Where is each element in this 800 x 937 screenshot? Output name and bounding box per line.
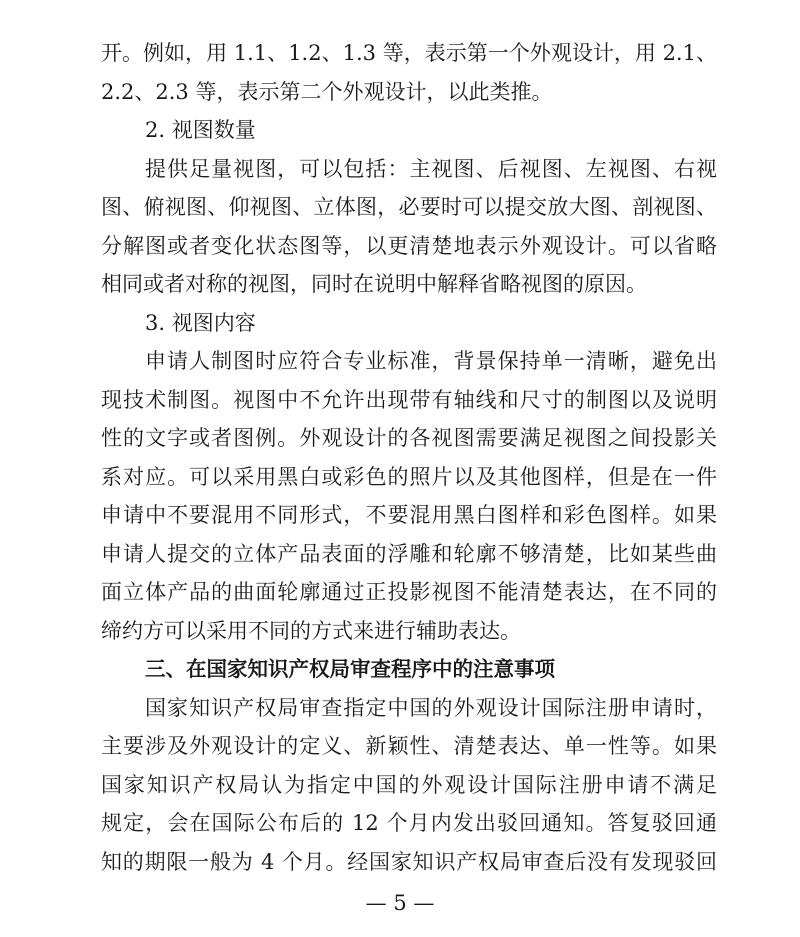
paragraph-line: 缔约方可以采用不同的方式来进行辅助表达。 (101, 618, 521, 643)
paragraph-line: 相同或者对称的视图，同时在说明中解释省略视图的原因。 (101, 272, 647, 296)
paragraph-line: 图、俯视图、仰视图、立体图，必要时可以提交放大图、剖视图、 (101, 195, 717, 219)
paragraph-line: 申请人提交的立体产品表面的浮雕和轮廓不够清楚，比如某些曲 (101, 541, 717, 566)
section-heading: 2. 视图数量 (145, 118, 256, 142)
paragraph-line: 2.2、2.3 等，表示第二个外观设计，以此类推。 (101, 79, 553, 104)
page-number: — 5 — (365, 891, 435, 915)
paragraph-line: 分解图或者变化状态图等，以更清楚地表示外观设计。可以省略 (101, 233, 717, 258)
paragraph-line: 知的期限一般为 4 个月。经国家知识产权局审查后没有发现驳回 (101, 849, 717, 874)
paragraph-line: 国家知识产权局审查指定中国的外观设计国际注册申请时， (145, 695, 717, 720)
chapter-heading: 三、在国家知识产权局审查程序中的注意事项 (145, 657, 555, 681)
paragraph-line: 申请人制图时应符合专业标准，背景保持单一清晰，避免出 (145, 349, 717, 373)
paragraph-line: 主要涉及外观设计的定义、新颖性、清楚表达、单一性等。如果 (101, 734, 717, 758)
paragraph-line: 现技术制图。视图中不允许出现带有轴线和尺寸的制图以及说明 (101, 387, 717, 412)
section-heading: 3. 视图内容 (145, 310, 256, 335)
body-text (101, 34, 717, 881)
paragraph-line: 开。例如，用 1.1、1.2、1.3 等，表示第一个外观设计，用 2.1、 (101, 41, 717, 65)
paragraph-line: 规定，会在国际公布后的 12 个月内发出驳回通知。答复驳回通 (101, 811, 717, 835)
paragraph-line: 系对应。可以采用黑白或彩色的照片以及其他图样，但是在一件 (101, 464, 717, 489)
paragraph-line: 面立体产品的曲面轮廓通过正投影视图不能清楚表达，在不同的 (101, 580, 717, 604)
paragraph-line: 申请中不要混用不同形式，不要混用黑白图样和彩色图样。如果 (101, 503, 717, 527)
paragraph-line: 性的文字或者图例。外观设计的各视图需要满足视图之间投影关 (101, 426, 717, 450)
paragraph-line: 提供足量视图，可以包括：主视图、后视图、左视图、右视 (145, 156, 717, 181)
paragraph-line: 国家知识产权局认为指定中国的外观设计国际注册申请不满足 (101, 772, 717, 797)
